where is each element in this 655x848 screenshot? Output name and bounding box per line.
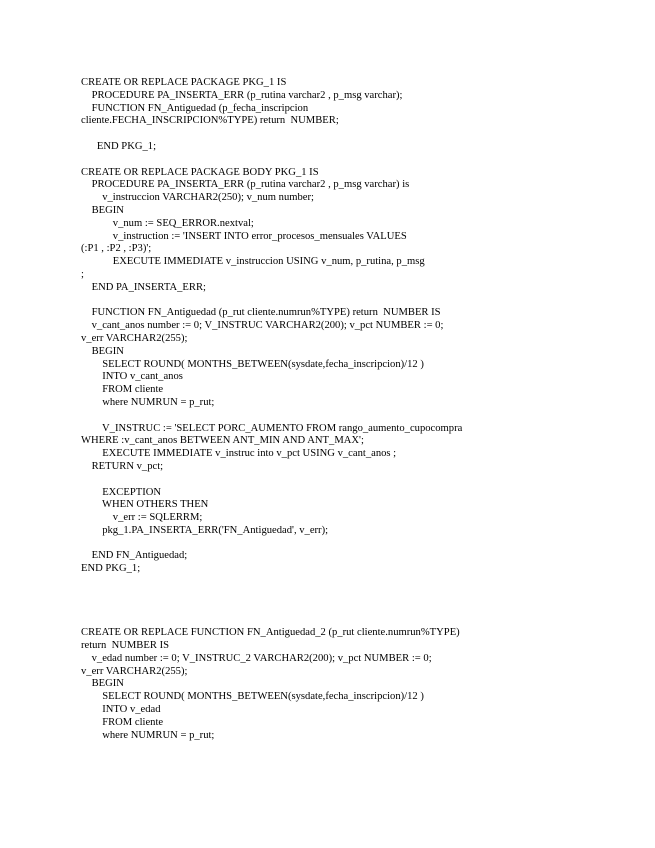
code-line: FROM cliente bbox=[81, 716, 164, 728]
code-line: pkg_1.PA_INSERTA_ERR('FN_Antiguedad', v_err); bbox=[81, 524, 329, 536]
code-line: FROM cliente bbox=[81, 384, 164, 396]
code-line: FUNCTION FN_Antiguedad (p_rut cliente.numrun%TYPE) return NUMBER IS bbox=[81, 307, 441, 319]
code-line: cliente.FECHA_INSCRIPCION%TYPE) return NUMBER; bbox=[81, 115, 339, 127]
code-line: EXECUTE IMMEDIATE v_instruccion USING v_num, p_rutina, p_msg bbox=[81, 256, 425, 268]
code-line: v_instruction := 'INSERT INTO error_procesos_mensuales VALUES bbox=[81, 230, 407, 242]
code-line: v_err VARCHAR2(255); bbox=[81, 665, 188, 677]
code-line: INTO v_edad bbox=[81, 704, 161, 716]
code-line: CREATE OR REPLACE FUNCTION FN_Antiguedad_2 (p_rut cliente.numrun%TYPE) bbox=[81, 627, 460, 639]
code-line: INTO v_cant_anos bbox=[81, 371, 183, 383]
code-line: WHERE :v_cant_anos BETWEEN ANT_MIN AND ANT_MAX'; bbox=[81, 435, 364, 447]
code-block bbox=[81, 77, 641, 742]
code-line: BEGIN bbox=[81, 345, 124, 357]
code-line: where NUMRUN = p_rut; bbox=[81, 396, 215, 408]
code-line bbox=[81, 576, 641, 589]
code-line bbox=[81, 614, 641, 627]
code-line: END FN_Antiguedad; bbox=[81, 550, 188, 562]
code-line: v_instruccion VARCHAR2(250); v_num number; bbox=[81, 192, 314, 204]
code-line: WHEN OTHERS THEN bbox=[81, 499, 209, 511]
code-line: (:P1 , :P2 , :P3)'; bbox=[81, 243, 152, 255]
code-line: SELECT ROUND( MONTHS_BETWEEN(sysdate,fecha_inscripcion)/12 ) bbox=[81, 358, 424, 370]
code-line bbox=[81, 128, 641, 141]
code-line: FUNCTION FN_Antiguedad (p_fecha_inscripcion bbox=[81, 102, 309, 114]
code-line bbox=[81, 474, 641, 487]
code-line bbox=[81, 295, 641, 308]
code-line: v_num := SEQ_ERROR.nextval; bbox=[81, 217, 254, 229]
code-line: BEGIN bbox=[81, 204, 124, 216]
code-line: SELECT ROUND( MONTHS_BETWEEN(sysdate,fecha_inscripcion)/12 ) bbox=[81, 691, 424, 703]
code-line bbox=[81, 589, 641, 602]
code-line: where NUMRUN = p_rut; bbox=[81, 729, 215, 741]
code-line: v_err VARCHAR2(255); bbox=[81, 332, 188, 344]
code-line: return NUMBER IS bbox=[81, 640, 169, 652]
code-line: BEGIN bbox=[81, 678, 124, 690]
code-line: CREATE OR REPLACE PACKAGE PKG_1 IS bbox=[81, 77, 287, 88]
code-line: EXECUTE IMMEDIATE v_instruc into v_pct USING v_cant_anos ; bbox=[81, 448, 397, 460]
code-line: v_edad number := 0; V_INSTRUC_2 VARCHAR2(200); v_pct NUMBER := 0; bbox=[81, 652, 432, 664]
code-line: RETURN v_pct; bbox=[81, 460, 164, 472]
code-line bbox=[81, 538, 641, 551]
code-line: V_INSTRUC := 'SELECT PORC_AUMENTO FROM rango_aumento_cupocompra bbox=[81, 422, 463, 434]
code-line: ; bbox=[81, 268, 84, 280]
code-line: PROCEDURE PA_INSERTA_ERR (p_rutina varchar2 , p_msg varchar); bbox=[81, 89, 403, 101]
code-line: v_err := SQLERRM; bbox=[81, 512, 203, 524]
code-line bbox=[81, 410, 641, 423]
code-line: EXCEPTION bbox=[81, 486, 162, 498]
code-line: v_cant_anos number := 0; V_INSTRUC VARCHAR2(200); v_pct NUMBER := 0; bbox=[81, 320, 444, 332]
code-line: END PKG_1; bbox=[81, 563, 141, 575]
code-line bbox=[81, 154, 641, 167]
code-line: END PKG_1; bbox=[81, 140, 157, 152]
code-line: PROCEDURE PA_INSERTA_ERR (p_rutina varchar2 , p_msg varchar) is bbox=[81, 179, 410, 191]
code-line: END PA_INSERTA_ERR; bbox=[81, 281, 206, 293]
code-line bbox=[81, 602, 641, 615]
code-line: CREATE OR REPLACE PACKAGE BODY PKG_1 IS bbox=[81, 166, 319, 178]
